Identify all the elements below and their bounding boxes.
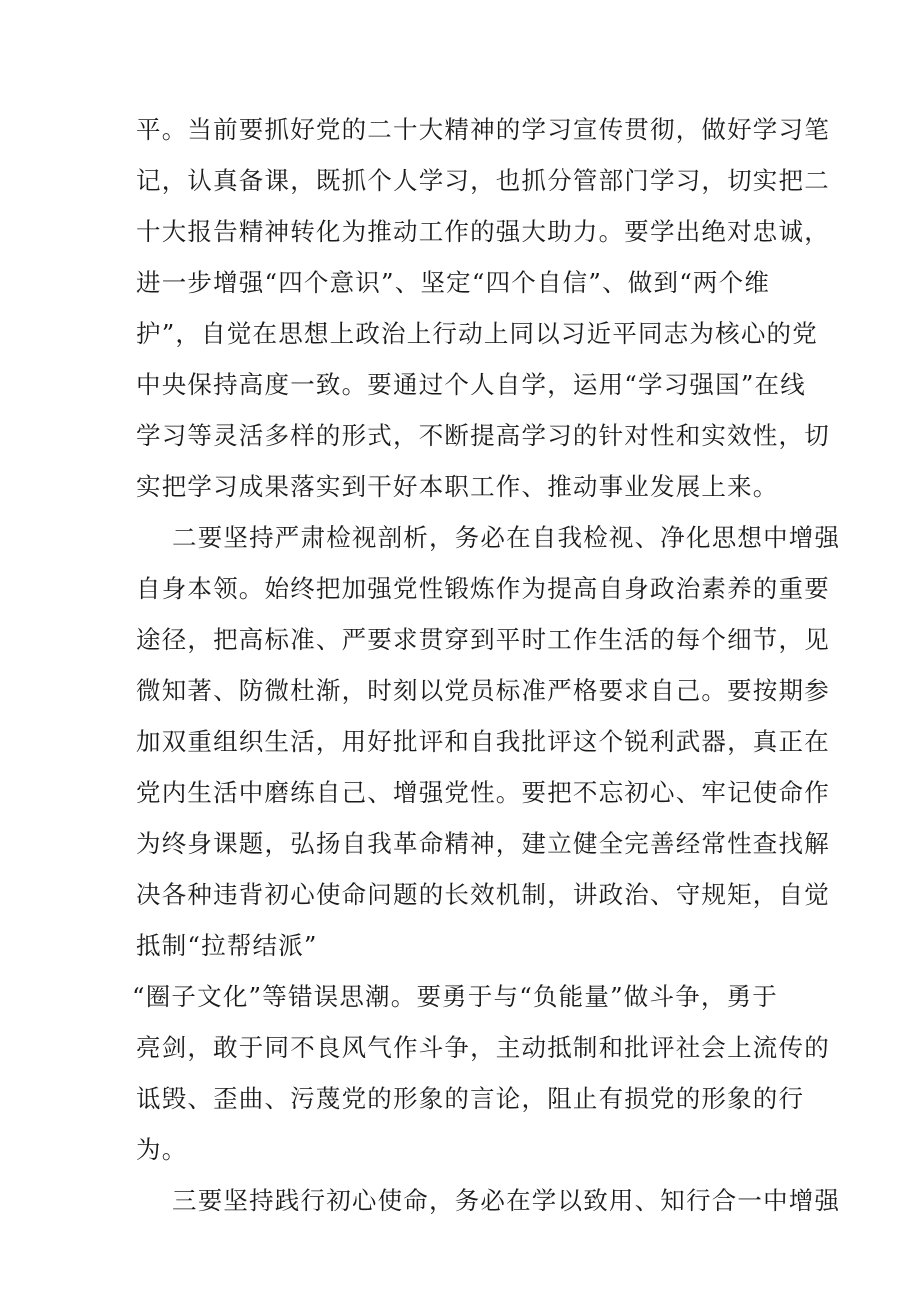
text-line: 平。当前要抓好党的二十大精神的学习宣传贯彻，做好学习笔	[136, 115, 830, 144]
text-line: 抵制“拉帮结派”	[136, 931, 318, 960]
text-line: 为。	[136, 1135, 188, 1164]
text-line: 护”，自觉在思想上政治上行动上同以习近平同志为核心的党	[136, 319, 818, 348]
paragraph-start-line: 三要坚持践行初心使命，务必在学以致用、知行合一中增强	[172, 1186, 841, 1215]
text-line: 中央保持高度一致。要通过个人自学，运用“学习强国”在线	[136, 370, 806, 399]
paragraph-start-line: 二要坚持严肃检视剖析，务必在自我检视、净化思想中增强	[172, 523, 841, 552]
text-line: 记，认真备课，既抓个人学习，也抓分管部门学习，切实把二	[136, 166, 830, 195]
text-line: 十大报告精神转化为推动工作的强大助力。要学出绝对忠诚，	[136, 217, 830, 246]
text-line: 学习等灵活多样的形式，不断提高学习的针对性和实效性，切	[136, 421, 830, 450]
text-line: 实把学习成果落实到干好本职工作、推动事业发展上来。	[136, 472, 779, 501]
text-line: 途径，把高标准、严要求贯穿到平时工作生活的每个细节，见	[136, 625, 830, 654]
text-line: 为终身课题，弘扬自我革命精神，建立健全完善经常性查找解	[136, 829, 830, 858]
text-line: 党内生活中磨练自己、增强党性。要把不忘初心、牢记使命作	[136, 778, 830, 807]
text-line: “圈子文化”等错误思潮。要勇于与“负能量”做斗争，勇于	[132, 982, 778, 1011]
text-line: 决各种违背初心使命问题的长效机制，讲政治、守规矩，自觉	[136, 880, 830, 909]
text-line: 诋毁、歪曲、污蔑党的形象的言论，阻止有损党的形象的行	[136, 1084, 805, 1113]
text-line: 自身本领。始终把加强党性锻炼作为提高自身政治素养的重要	[136, 574, 830, 603]
text-line: 微知著、防微杜渐，时刻以党员标准严格要求自己。要按期参	[136, 676, 830, 705]
text-line: 亮剑，敢于同不良风气作斗争，主动抵制和批评社会上流传的	[136, 1033, 830, 1062]
text-line: 加双重组织生活，用好批评和自我批评这个锐利武器，真正在	[136, 727, 830, 756]
text-line: 进一步增强“四个意识”、坚定“四个自信”、做到“两个维	[136, 268, 771, 297]
document-body	[132, 104, 841, 1226]
